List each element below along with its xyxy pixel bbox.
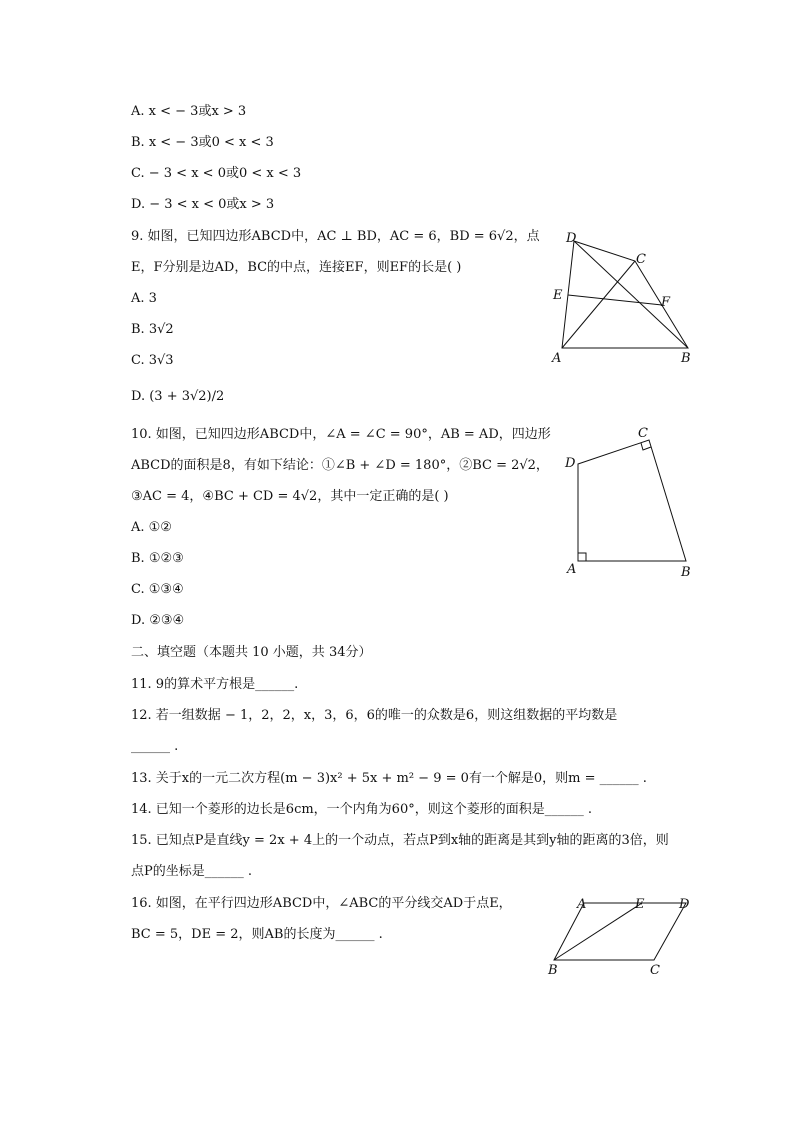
q10-stem-line2: ABCD的面积是8，有如下结论：①∠B + ∠D = 180°，②BC = 2√2， [131, 458, 549, 473]
q15-text-line1: 15. 已知点P是直线y = 2x + 4上的一个动点，若点P到x轴的距离是其到y轴的距离的3倍，则 [131, 833, 669, 848]
q16-stem-line1: 16. 如图，在平行四边形ABCD中，∠ABC的平分线交AD于点E， [131, 896, 512, 911]
q9-diagonal-ac [562, 261, 635, 348]
q10-right-angle-a [578, 553, 586, 561]
q9-option-d: D. (3 + 3√2)/2 [131, 389, 225, 404]
q9-stem-line1: 9. 如图，已知四边形ABCD中，AC ⊥ BD，AC = 6，BD = 6√2，点 [131, 229, 540, 244]
q8-option-a: A. x < − 3或x > 3 [131, 104, 247, 119]
q10-stem-line3: ③AC = 4，④BC + CD = 4√2，其中一定正确的是( ) [131, 489, 449, 504]
q14-text: 14. 已知一个菱形的边长是6cm，一个内角为60°，则这个菱形的面积是______ . [131, 802, 592, 817]
q12-text-line2: ______ . [131, 739, 179, 754]
q10-option-b: B. ①②③ [131, 551, 184, 566]
q12-text-line1: 12. 若一组数据 − 1，2，2，x，3，6，6的唯一的众数是6，则这组数据的平均数是 [131, 708, 618, 723]
q9-diagonal-bd [574, 241, 688, 348]
q10-label-a: A [567, 562, 577, 577]
q9-label-b: B [681, 351, 691, 366]
q9-option-a: A. 3 [131, 291, 157, 306]
q9-option-c: C. 3√3 [131, 353, 174, 368]
q16-bisector-be [554, 903, 642, 960]
q10-option-c: C. ①③④ [131, 582, 184, 597]
q8-option-d: D. − 3 < x < 0或x > 3 [131, 197, 275, 212]
q10-label-c: C [638, 426, 648, 441]
q11-text: 11. 9的算术平方根是______. [131, 677, 299, 692]
q10-option-d: D. ②③④ [131, 613, 185, 628]
section-title: 二、填空题（本题共 10 小题，共 34分） [131, 645, 372, 660]
q9-option-b: B. 3√2 [131, 322, 174, 337]
q16-label-b: B [548, 963, 558, 978]
q10-label-d: D [565, 456, 576, 471]
q16-figure [540, 890, 700, 980]
q10-label-b: B [681, 565, 691, 580]
q16-label-d: D [679, 897, 690, 912]
q8-option-b: B. x < − 3或0 < x < 3 [131, 135, 274, 150]
q16-label-c: C [650, 963, 660, 978]
q10-stem-line1: 10. 如图，已知四边形ABCD中，∠A = ∠C = 90°，AB = AD，四边形 [131, 427, 551, 442]
q9-label-f: F [661, 295, 671, 310]
q10-figure [555, 422, 705, 582]
q16-stem-line2: BC = 5，DE = 2，则AB的长度为______ . [131, 927, 383, 942]
q16-label-e: E [635, 897, 645, 912]
q9-label-d: D [566, 231, 577, 246]
q10-quadrilateral [578, 440, 686, 561]
q9-label-a: A [552, 351, 562, 366]
q10-option-a: A. ①② [131, 520, 172, 535]
q9-label-c: C [636, 252, 646, 267]
q8-option-c: C. − 3 < x < 0或0 < x < 3 [131, 166, 302, 181]
q16-label-a: A [577, 897, 587, 912]
q9-segment-ef [568, 295, 662, 305]
q9-label-e: E [553, 288, 563, 303]
q9-stem-line2: E，F分别是边AD，BC的中点，连接EF，则EF的长是( ) [131, 260, 462, 275]
q9-figure [540, 228, 700, 368]
q13-text: 13. 关于x的一元二次方程(m − 3)x² + 5x + m² − 9 = 0有一个解是0，则m = ______ . [131, 771, 647, 786]
q16-parallelogram [554, 903, 686, 960]
q10-right-angle-c [641, 443, 651, 450]
q15-text-line2: 点P的坐标是______ . [131, 864, 253, 879]
